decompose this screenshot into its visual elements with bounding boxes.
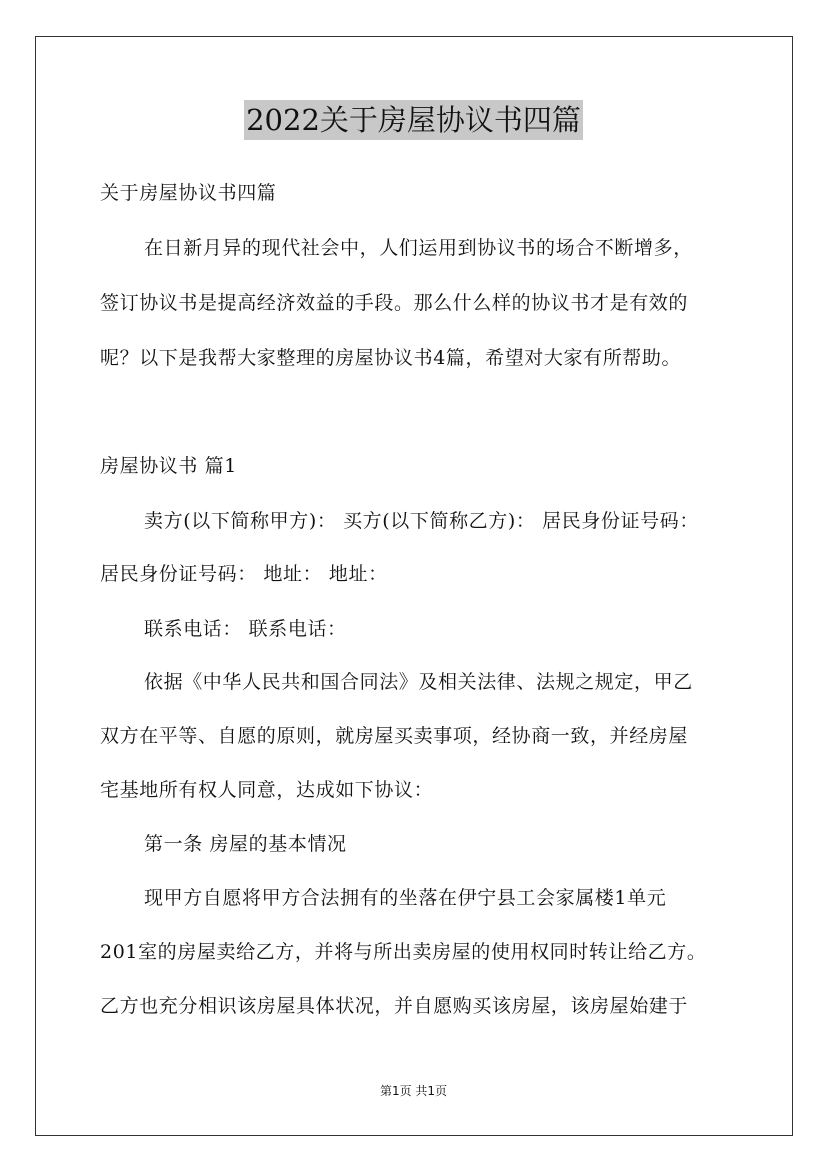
page-footer: 第1页 共1页	[379, 1084, 448, 1098]
article-one-line-1: 现甲方自愿将甲方合法拥有的坐落在伊宁县工会家属楼1单元	[144, 887, 667, 909]
intro-line-2: 签订协议书是提高经济效益的手段。那么什么样的协议书才是有效的	[100, 292, 689, 314]
document-title: 2022关于房屋协议书四篇	[244, 100, 583, 140]
title-area	[0, 100, 827, 140]
parties-line-2: 居民身份证号码： 地址： 地址：	[100, 563, 388, 585]
basis-line-3: 宅基地所有权人同意，达成如下协议：	[100, 779, 434, 801]
section-heading: 房屋协议书 篇1	[100, 455, 237, 477]
intro-line-1: 在日新月异的现代社会中，人们运用到协议书的场合不断增多，	[144, 237, 693, 259]
parties-line-1: 卖方(以下简称甲方)： 买方(以下简称乙方)： 居民身份证号码：	[144, 510, 699, 532]
basis-line-2: 双方在平等、自愿的原则，就房屋买卖事项，经协商一致，并经房屋	[100, 725, 689, 747]
article-one-heading: 第一条 房屋的基本情况	[144, 833, 347, 855]
contact-line: 联系电话： 联系电话：	[144, 618, 347, 640]
article-one-line-3: 乙方也充分相识该房屋具体状况，并自愿购买该房屋，该房屋始建于	[100, 995, 689, 1017]
document-subtitle: 关于房屋协议书四篇	[100, 182, 277, 204]
intro-line-3: 呢？以下是我帮大家整理的房屋协议书4篇，希望对大家有所帮助。	[100, 347, 682, 369]
article-one-line-2: 201室的房屋卖给乙方，并将与所出卖房屋的使用权同时转让给乙方。	[100, 941, 707, 963]
basis-line-1: 依据《中华人民共和国合同法》及相关法律、法规之规定，甲乙	[144, 671, 693, 693]
